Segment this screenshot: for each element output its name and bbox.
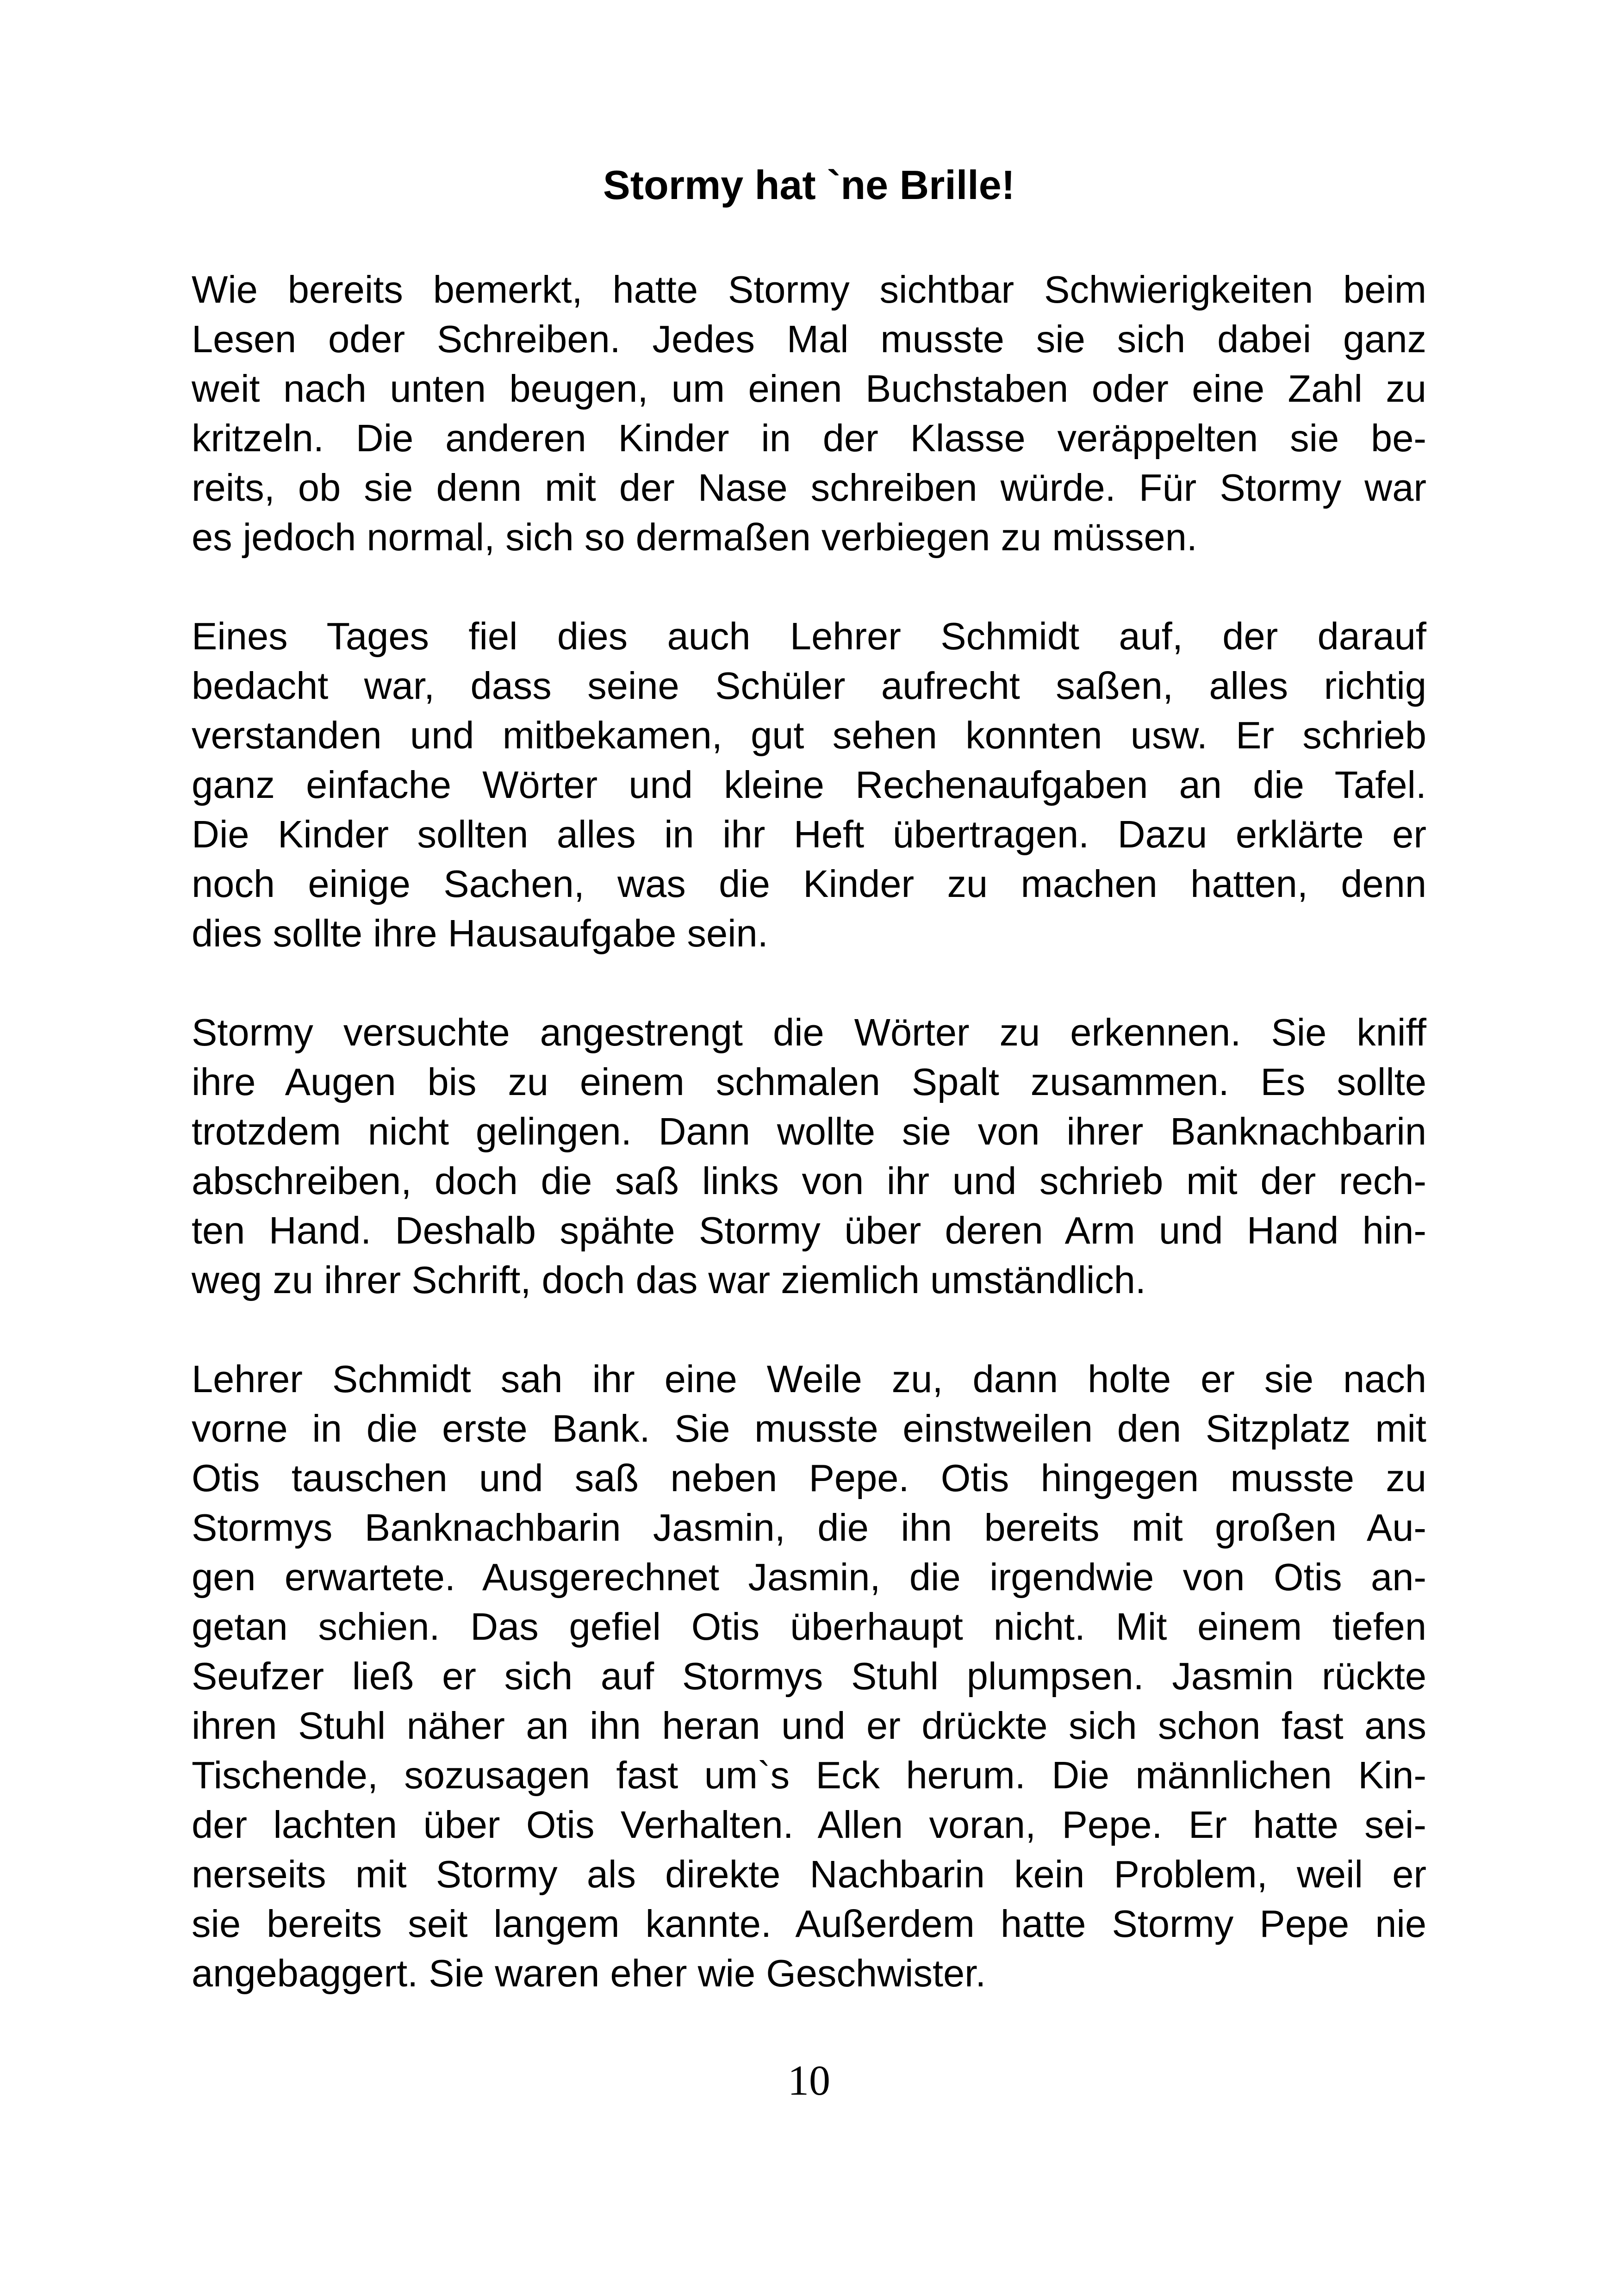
text-line: Lehrer Schmidt sah ihr eine Weile zu, dann holte er sie nach	[192, 1357, 1426, 1400]
text-line: Stormys Banknachbarin Jasmin, die ihn bereits mit großen Au-	[192, 1506, 1426, 1549]
text-line: abschreiben, doch die saß links von ihr und schrieb mit der rech-	[192, 1159, 1426, 1202]
text-line: sie bereits seit langem kannte. Außerdem hatte Stormy Pepe nie	[192, 1902, 1426, 1945]
text-line: Wie bereits bemerkt, hatte Stormy sichtbar Schwierigkeiten beim	[192, 268, 1426, 311]
text-line: es jedoch normal, sich so dermaßen verbiegen zu müssen.	[192, 516, 1197, 559]
text-line: Eines Tages fiel dies auch Lehrer Schmidt auf, der darauf	[192, 615, 1426, 658]
text-line: weg zu ihrer Schrift, doch das war ziemlich umständlich.	[192, 1258, 1146, 1301]
text-line: dies sollte ihre Hausaufgabe sein.	[192, 912, 768, 955]
page-number: 10	[788, 2057, 830, 2104]
text-line: noch einige Sachen, was die Kinder zu machen hatten, denn	[192, 862, 1426, 905]
text-line: nerseits mit Stormy als direkte Nachbarin kein Problem, weil er	[192, 1853, 1426, 1896]
text-line: vorne in die erste Bank. Sie musste einstweilen den Sitzplatz mit	[192, 1407, 1426, 1450]
text-line: verstanden und mitbekamen, gut sehen konnten usw. Er schrieb	[192, 714, 1426, 757]
text-line: Tischende, sozusagen fast um`s Eck herum. Die männlichen Kin-	[192, 1754, 1426, 1797]
text-line: Lesen oder Schreiben. Jedes Mal musste sie sich dabei ganz	[192, 317, 1426, 361]
text-line: gen erwartete. Ausgerechnet Jasmin, die irgendwie von Otis an-	[192, 1556, 1426, 1599]
text-line: trotzdem nicht gelingen. Dann wollte sie von ihrer Banknachbarin	[192, 1110, 1426, 1153]
text-line: Die Kinder sollten alles in ihr Heft übertragen. Dazu erklärte er	[192, 813, 1426, 856]
chapter-title: Stormy hat `ne Brille!	[603, 162, 1015, 208]
text-line: angebaggert. Sie waren eher wie Geschwister.	[192, 1952, 986, 1995]
text-line: getan schien. Das gefiel Otis überhaupt nicht. Mit einem tiefen	[192, 1605, 1426, 1648]
text-line: Seufzer ließ er sich auf Stormys Stuhl plumpsen. Jasmin rückte	[192, 1655, 1426, 1698]
chapter-body	[192, 265, 1426, 1998]
text-line: Otis tauschen und saß neben Pepe. Otis hingegen musste zu	[192, 1456, 1426, 1500]
text-line: reits, ob sie denn mit der Nase schreiben würde. Für Stormy war	[192, 466, 1426, 509]
text-line: kritzeln. Die anderen Kinder in der Klasse veräppelten sie be-	[192, 417, 1426, 460]
paragraph-2	[192, 611, 1426, 958]
text-line: ganz einfache Wörter und kleine Rechenaufgaben an die Tafel.	[192, 763, 1426, 806]
text-line: ten Hand. Deshalb spähte Stormy über deren Arm und Hand hin-	[192, 1209, 1426, 1252]
paragraph-3	[192, 1008, 1426, 1305]
text-line: ihre Augen bis zu einem schmalen Spalt zusammen. Es sollte	[192, 1060, 1426, 1103]
text-line: der lachten über Otis Verhalten. Allen voran, Pepe. Er hatte sei-	[192, 1803, 1426, 1846]
text-line: bedacht war, dass seine Schüler aufrecht saßen, alles richtig	[192, 664, 1426, 707]
text-line: weit nach unten beugen, um einen Buchstaben oder eine Zahl zu	[192, 367, 1426, 410]
text-line: Stormy versuchte angestrengt die Wörter zu erkennen. Sie kniff	[192, 1011, 1426, 1054]
text-line: ihren Stuhl näher an ihn heran und er drückte sich schon fast ans	[192, 1704, 1426, 1747]
paragraph-4	[192, 1354, 1426, 1998]
paragraph-1	[192, 265, 1426, 562]
